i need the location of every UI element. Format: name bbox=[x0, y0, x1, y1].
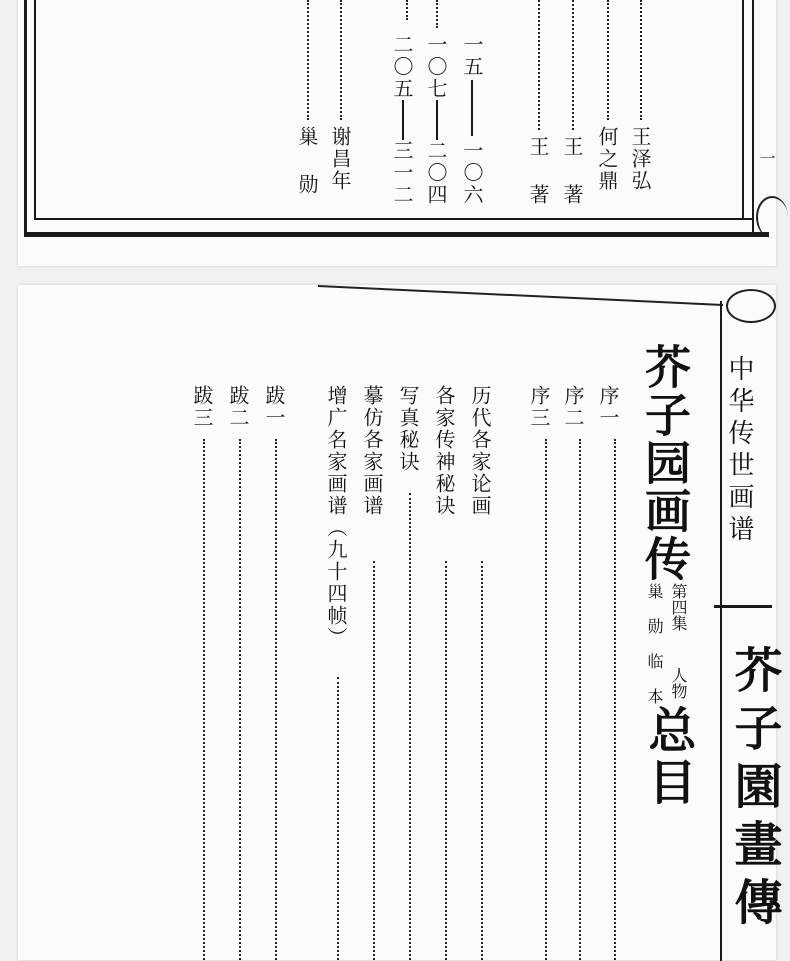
page-range-start: 一五 bbox=[460, 34, 484, 78]
leader-dots bbox=[203, 439, 205, 960]
toc-entry: 写真秘诀 bbox=[396, 385, 420, 473]
author-name: 巢 勋 bbox=[295, 126, 319, 196]
sidebar-ornament bbox=[726, 289, 776, 323]
leader-dots bbox=[579, 439, 581, 960]
page-range-end: 三一二 bbox=[390, 140, 414, 206]
frame-right-line-outer bbox=[752, 0, 754, 236]
author-name: 王 著 bbox=[560, 136, 584, 206]
toc-entry: 跋三 bbox=[190, 385, 214, 429]
page-corner-ornament bbox=[756, 196, 788, 238]
leader-dots bbox=[337, 677, 339, 960]
toc-entry: 跋一 bbox=[262, 385, 286, 429]
page-range-start: 一〇七 bbox=[424, 34, 448, 100]
toc-entry: 序二 bbox=[561, 385, 585, 429]
page-range-end: 一〇六 bbox=[460, 140, 484, 206]
toc-entry: 跋二 bbox=[226, 385, 250, 429]
leader-dots bbox=[640, 0, 642, 120]
toc-heading: 总目 bbox=[640, 705, 696, 809]
toc-entry: 各家传神秘诀 bbox=[432, 385, 456, 517]
author-name: 谢昌年 bbox=[328, 126, 352, 192]
leader-dots bbox=[373, 561, 375, 960]
page-edge-mark: 一 bbox=[757, 150, 776, 166]
frame-bottom-line-outer bbox=[24, 232, 769, 237]
book-title: 芥子园画传 bbox=[638, 343, 692, 583]
leader-dots bbox=[239, 439, 241, 960]
page-range-end: 二〇四 bbox=[424, 140, 448, 206]
author-name: 王 著 bbox=[526, 136, 550, 206]
toc-entry: 序三 bbox=[527, 385, 551, 429]
frame-right-line bbox=[720, 301, 722, 961]
leader-dots bbox=[275, 439, 277, 960]
toc-entry: 摹仿各家画谱 bbox=[360, 385, 384, 517]
leader-dots bbox=[340, 0, 342, 120]
page-range-dash bbox=[402, 100, 404, 140]
leader-dots bbox=[445, 561, 447, 960]
toc-entry: 历代各家论画 bbox=[468, 385, 492, 517]
frame-top-rule bbox=[18, 285, 776, 325]
leader-dots bbox=[436, 0, 438, 28]
leader-dots bbox=[545, 439, 547, 960]
leader-dots bbox=[538, 0, 540, 130]
frame-left-line-outer bbox=[24, 0, 27, 236]
leader-dots bbox=[307, 0, 309, 120]
leader-dots bbox=[481, 561, 483, 960]
author-name: 王泽弘 bbox=[628, 126, 652, 192]
leader-dots bbox=[572, 0, 574, 130]
toc-entry: 序一 bbox=[596, 385, 620, 429]
calligraphy-title: 芥子園畫傳 bbox=[726, 645, 782, 935]
frame-right-line bbox=[742, 0, 744, 220]
leader-dots bbox=[607, 0, 609, 120]
frame-left-line-inner bbox=[34, 0, 36, 220]
top-page bbox=[18, 0, 776, 266]
leader-dots bbox=[406, 0, 408, 20]
volume-number: 第四集 bbox=[669, 583, 688, 631]
page-range-start: 二〇五 bbox=[390, 34, 414, 100]
sidebar-left-line bbox=[714, 605, 772, 608]
author-name: 何之鼎 bbox=[595, 126, 619, 192]
frame-bottom-line-inner bbox=[34, 218, 752, 220]
volume-category: 人物 bbox=[669, 667, 688, 699]
leader-dots bbox=[409, 493, 411, 960]
editor-credit: 巢 勋 临 本 bbox=[645, 583, 664, 704]
bottom-page bbox=[18, 285, 782, 960]
toc-entry: 增广名家画谱（九十四帧） bbox=[324, 385, 348, 649]
series-title: 中华传世画谱 bbox=[724, 355, 754, 547]
leader-dots bbox=[614, 439, 616, 960]
page-range-dash bbox=[471, 80, 473, 136]
page-range-dash bbox=[436, 100, 438, 140]
